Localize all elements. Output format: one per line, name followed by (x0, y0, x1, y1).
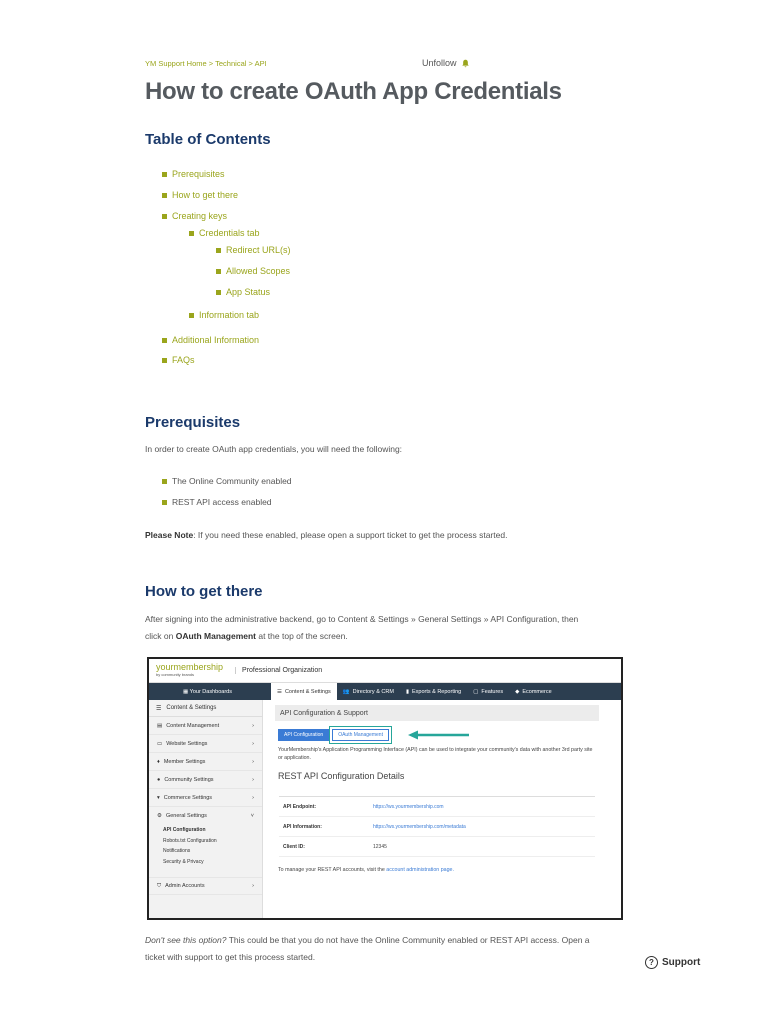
table-key: API Endpoint: (283, 803, 317, 810)
sidebar-label: Content Management (166, 722, 220, 729)
list-item (162, 476, 292, 486)
sidebar-label: Member Settings (163, 758, 206, 765)
nav-label: Exports & Reporting (411, 688, 462, 695)
text-italic: Don't see this option? (145, 935, 227, 945)
sidebar-item (149, 717, 262, 735)
breadcrumb-api[interactable]: API (254, 59, 267, 68)
sidebar-item (149, 753, 262, 771)
nav-label: Directory & CRM (352, 688, 394, 695)
sidebar-subitem: API Configuration (163, 827, 206, 834)
footer-text: To manage your REST API accounts, visit the (278, 867, 387, 873)
screenshot-sidebar (149, 700, 263, 918)
note-label: Please Note (145, 530, 194, 540)
how-to-get-there-heading: How to get there (145, 583, 263, 600)
dont-see-option-paragraph (145, 932, 625, 966)
nav-exports-reporting: ▮ Exports & Reporting (405, 688, 462, 695)
list-item-text: REST API access enabled (172, 497, 272, 507)
sidebar-item (149, 877, 262, 895)
cart-icon: ▾ (157, 794, 160, 801)
table-row (279, 817, 595, 837)
monitor-icon: ▭ (157, 740, 163, 747)
sidebar-label: Community Settings (164, 776, 214, 783)
dont-see-line-2: ticket with support to get this process started. (145, 952, 316, 962)
breadcrumb-separator: > (248, 59, 253, 68)
bell-icon (461, 59, 470, 68)
list-item-text: The Online Community enabled (172, 476, 292, 486)
org-name: Professional Organization (235, 667, 322, 674)
bullet-square-icon (189, 231, 194, 236)
main-subheading: REST API Configuration Details (278, 771, 405, 781)
table-value: 12345 (373, 843, 387, 850)
toc-link-faqs[interactable] (162, 355, 195, 365)
list-icon: ▤ (157, 722, 163, 729)
sidebar-header (149, 700, 262, 717)
toc-link-label: How to get there (172, 190, 239, 200)
toc-link-creating-keys[interactable] (162, 211, 227, 221)
toc-link-app-status[interactable] (216, 287, 270, 297)
bullet-square-icon (216, 269, 221, 274)
sidebar-label: Website Settings (166, 740, 208, 747)
unfollow-button[interactable] (422, 58, 470, 68)
bullet-square-icon (162, 214, 167, 219)
chevron-right-icon: › (252, 794, 254, 801)
chevron-right-icon: › (252, 740, 254, 747)
chevron-right-icon: › (252, 722, 254, 729)
gears-icon: ⚙ (157, 813, 162, 819)
text-segment: at the top of the screen. (256, 631, 348, 641)
sidebar-label: General Settings (165, 813, 207, 819)
yourmembership-logo (156, 663, 223, 679)
toc-link-redirect-urls[interactable] (216, 245, 291, 255)
arrow-icon (407, 730, 469, 740)
sidebar-subitem: Notifications (163, 848, 191, 855)
prerequisites-note (145, 527, 625, 544)
help-circle-icon: ? (645, 956, 658, 969)
admin-screenshot (147, 657, 623, 920)
main-header: API Configuration & Support (275, 705, 599, 721)
bullet-square-icon (189, 313, 194, 318)
screenshot-main (275, 705, 599, 918)
sidebar-subitem: Robots.txt Configuration (163, 837, 217, 844)
toc-link-label: Additional Information (172, 335, 260, 345)
bullet-square-icon (162, 338, 167, 343)
nav-content-settings: ☰ Content & Settings (271, 683, 337, 700)
table-row (279, 797, 595, 817)
bullet-square-icon (162, 479, 167, 484)
dont-see-line-1 (145, 932, 625, 949)
main-footer-text (278, 867, 596, 873)
sidebar-item (149, 771, 262, 789)
breadcrumb-technical[interactable]: Technical (215, 59, 247, 68)
toc-heading: Table of Contents (145, 131, 271, 148)
bullet-square-icon (162, 358, 167, 363)
nav-directory-crm: 👥 Directory & CRM (342, 688, 394, 695)
toc-link-additional-information[interactable] (162, 335, 259, 345)
breadcrumb (145, 59, 267, 68)
nav-label: Ecommerce (522, 688, 552, 695)
toc-link-label: FAQs (172, 355, 195, 365)
how-to-paragraph (145, 611, 625, 645)
toc-link-label: App Status (226, 287, 271, 297)
list-item (162, 497, 272, 507)
how-to-line-2 (145, 628, 625, 645)
breadcrumb-separator: > (208, 59, 214, 68)
toc-link-prerequisites[interactable] (162, 169, 225, 179)
toc-link-how-to-get-there[interactable] (162, 190, 238, 200)
toc-link-label: Creating keys (172, 211, 228, 221)
menu-icon: ☰ (156, 705, 162, 712)
note-text: : If you need these enabled, please open a support ticket to get the process started. (193, 530, 508, 540)
bullet-square-icon (162, 500, 167, 505)
bullet-square-icon (162, 193, 167, 198)
table-value: https://ws.yourmembership.com/metadata (373, 823, 466, 830)
sidebar-label: Commerce Settings (163, 794, 213, 801)
text-segment: click on (145, 631, 176, 641)
sidebar-header-label: Content & Settings (166, 705, 217, 711)
screenshot-navbar (149, 683, 621, 700)
text-bold: OAuth Management (175, 631, 256, 641)
nav-dashboards: ▦ Your Dashboards (183, 688, 232, 695)
chevron-right-icon: › (252, 883, 254, 889)
table-key: API Information: (283, 823, 322, 830)
toc-link-credentials-tab[interactable] (189, 228, 260, 238)
bullet-square-icon (162, 172, 167, 177)
sidebar-label: Admin Accounts (165, 883, 205, 889)
table-value: https://ws.yourmembership.com (373, 803, 444, 810)
chevron-right-icon: › (252, 776, 254, 783)
person-icon: ♦ (157, 758, 160, 765)
api-configuration-button: API Configuration (278, 729, 329, 741)
sidebar-item (149, 807, 262, 825)
chevron-right-icon: › (252, 758, 254, 765)
sidebar-item (149, 789, 262, 807)
main-description: YourMembership's Application Programming Interface (API) can be used to integrate your community's data with another 3rd party site or application. (278, 747, 593, 761)
prerequisites-heading: Prerequisites (145, 414, 241, 431)
how-to-line-1: After signing into the administrative backend, go to Content & Settings » General Settings » API Configuration, then (145, 614, 579, 624)
table-key: Client ID: (283, 843, 305, 850)
sidebar-subitem: Security & Privacy (163, 858, 204, 865)
logo-subtext: by community brands (156, 671, 195, 677)
toc-link-label: Credentials tab (199, 228, 260, 238)
sidebar-item (149, 735, 262, 753)
toc-link-label: Allowed Scopes (226, 266, 291, 276)
chevron-down-icon: ˅ (250, 813, 254, 819)
shield-icon: ⛉ (157, 882, 162, 889)
support-label: Support (662, 957, 701, 968)
toc-link-label: Information tab (199, 310, 260, 320)
page-title: How to create OAuth App Credentials (145, 78, 562, 105)
users-icon: ● (157, 776, 161, 783)
logo-text: yourmembership (156, 661, 224, 672)
bullet-square-icon (216, 290, 221, 295)
oauth-management-button: OAuth Management (332, 729, 389, 741)
table-row (279, 837, 595, 857)
support-button[interactable] (645, 956, 700, 969)
config-table (279, 796, 595, 857)
text-segment: This could be that you do not have the Online Community enabled or REST API access. Open a (226, 935, 590, 945)
account-admin-link: account administration page. (386, 867, 454, 873)
nav-label: Content & Settings (284, 688, 331, 695)
nav-ecommerce: ◆ Ecommerce (515, 688, 552, 695)
toc-link-label: Prerequisites (172, 169, 225, 179)
nav-features: ▢ Features (473, 688, 504, 695)
screenshot-topbar (149, 659, 621, 683)
toc-link-information-tab[interactable] (189, 310, 259, 320)
toc-link-allowed-scopes[interactable] (216, 266, 290, 276)
breadcrumb-home[interactable]: YM Support Home (145, 59, 207, 68)
prerequisites-intro: In order to create OAuth app credentials, you will need the following: (145, 444, 403, 454)
unfollow-label: Unfollow (422, 58, 457, 68)
toc-link-label: Redirect URL(s) (226, 245, 291, 255)
bullet-square-icon (216, 248, 221, 253)
nav-label: Features (481, 688, 504, 695)
nav-label: Your Dashboards (189, 688, 232, 695)
